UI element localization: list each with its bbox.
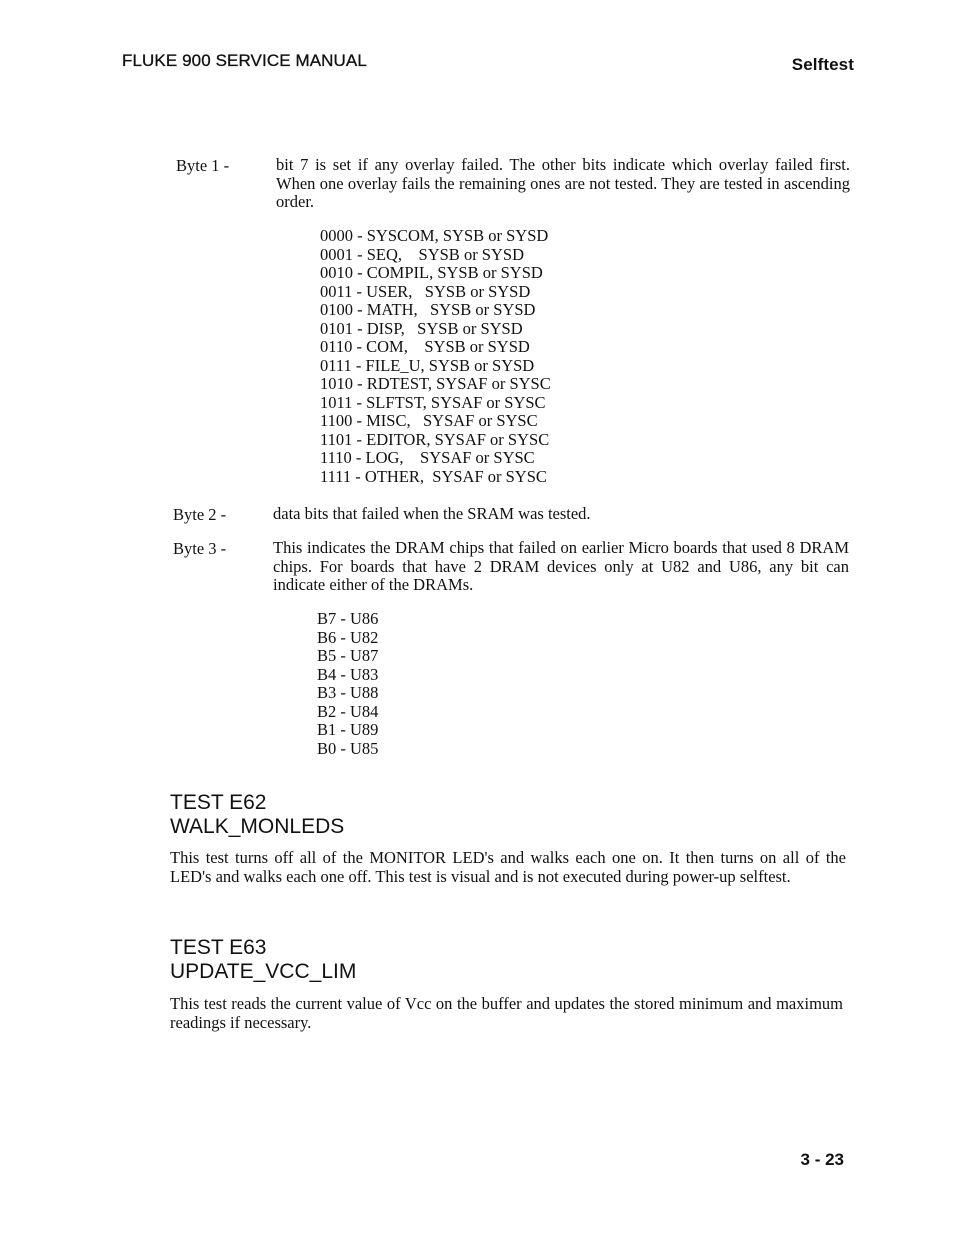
page-number: 3 - 23: [800, 1150, 844, 1169]
test-e62-number: TEST E62: [170, 791, 267, 814]
overlay-code-item: 0010 - COMPIL, SYSB or SYSD: [320, 263, 543, 282]
overlay-code-item: 1111 - OTHER, SYSAF or SYSC: [320, 466, 547, 486]
header-section-title: Selftest: [791, 55, 854, 74]
header-manual-title: FLUKE 900 SERVICE MANUAL: [122, 51, 367, 70]
byte3-label: Byte 3 -: [173, 539, 227, 558]
overlay-code-item: 0001 - SEQ, SYSB or SYSD: [320, 244, 524, 264]
overlay-code-item: 0110 - COM, SYSB or SYSD: [320, 337, 530, 356]
test-e63-number: TEST E63: [170, 936, 267, 959]
overlay-code-item: 0111 - FILE_U, SYSB or SYSD: [320, 355, 535, 375]
dram-bit-item: B5 - U87: [317, 646, 379, 665]
overlay-code-item: 0101 - DISP, SYSB or SYSD: [320, 318, 523, 338]
overlay-code-item: 1110 - LOG, SYSAF or SYSC: [320, 448, 535, 467]
byte1-label: Byte 1 -: [176, 156, 230, 175]
overlay-code-item: 0000 - SYSCOM, SYSB or SYSD: [320, 226, 549, 245]
overlay-code-item: 1010 - RDTEST, SYSAF or SYSC: [320, 374, 551, 393]
overlay-code-item: 0100 - MATH, SYSB or SYSD: [320, 300, 536, 319]
dram-bit-item: B7 - U86: [317, 609, 379, 628]
overlay-code-item: 1101 - EDITOR, SYSAF or SYSC: [320, 429, 550, 449]
test-e63-heading: [170, 936, 356, 984]
dram-bit-item: B4 - U83: [317, 664, 379, 684]
byte3-description: This indicates the DRAM chips that failed on earlier Micro boards that used 8 DRAM chips. For boards that have 2 DRAM devices only at U82 and U86, any bit can indicate either of the DRAMs.: [273, 538, 849, 594]
overlay-code-item: 1100 - MISC, SYSAF or SYSC: [320, 411, 538, 430]
dram-bit-item: B3 - U88: [317, 683, 379, 702]
dram-bit-item: B0 - U85: [317, 738, 379, 758]
test-e62-description: This test turns off all of the MONITOR LED's and walks each one on. It then turns on all of the LED's and walks each one off. This test is visual and is not executed during power-up selftest.: [170, 848, 846, 886]
test-e62-name: WALK_MONLEDS: [170, 815, 345, 838]
test-e63-name: UPDATE_VCC_LIM: [170, 960, 357, 983]
dram-bit-item: B1 - U89: [317, 720, 379, 739]
dram-bit-item: B6 - U82: [317, 627, 379, 647]
overlay-code-item: 1011 - SLFTST, SYSAF or SYSC: [320, 392, 546, 412]
byte2-label: Byte 2 -: [173, 505, 227, 524]
byte1-overlay-code-list: [320, 227, 551, 486]
byte1-description: bit 7 is set if any overlay failed. The other bits indicate which overlay failed first. When one overlay fails the remaining ones are not tested. They are tested in ascending order.: [276, 155, 850, 211]
test-e63-description: This test reads the current value of Vcc on the buffer and updates the stored minimum and maximum readings if necessary.: [170, 994, 843, 1032]
test-e62-heading: [170, 791, 344, 839]
overlay-code-item: 0011 - USER, SYSB or SYSD: [320, 281, 531, 301]
byte3-dram-bit-list: [317, 610, 378, 758]
byte2-description: data bits that failed when the SRAM was tested.: [273, 504, 591, 523]
dram-bit-item: B2 - U84: [317, 701, 379, 721]
